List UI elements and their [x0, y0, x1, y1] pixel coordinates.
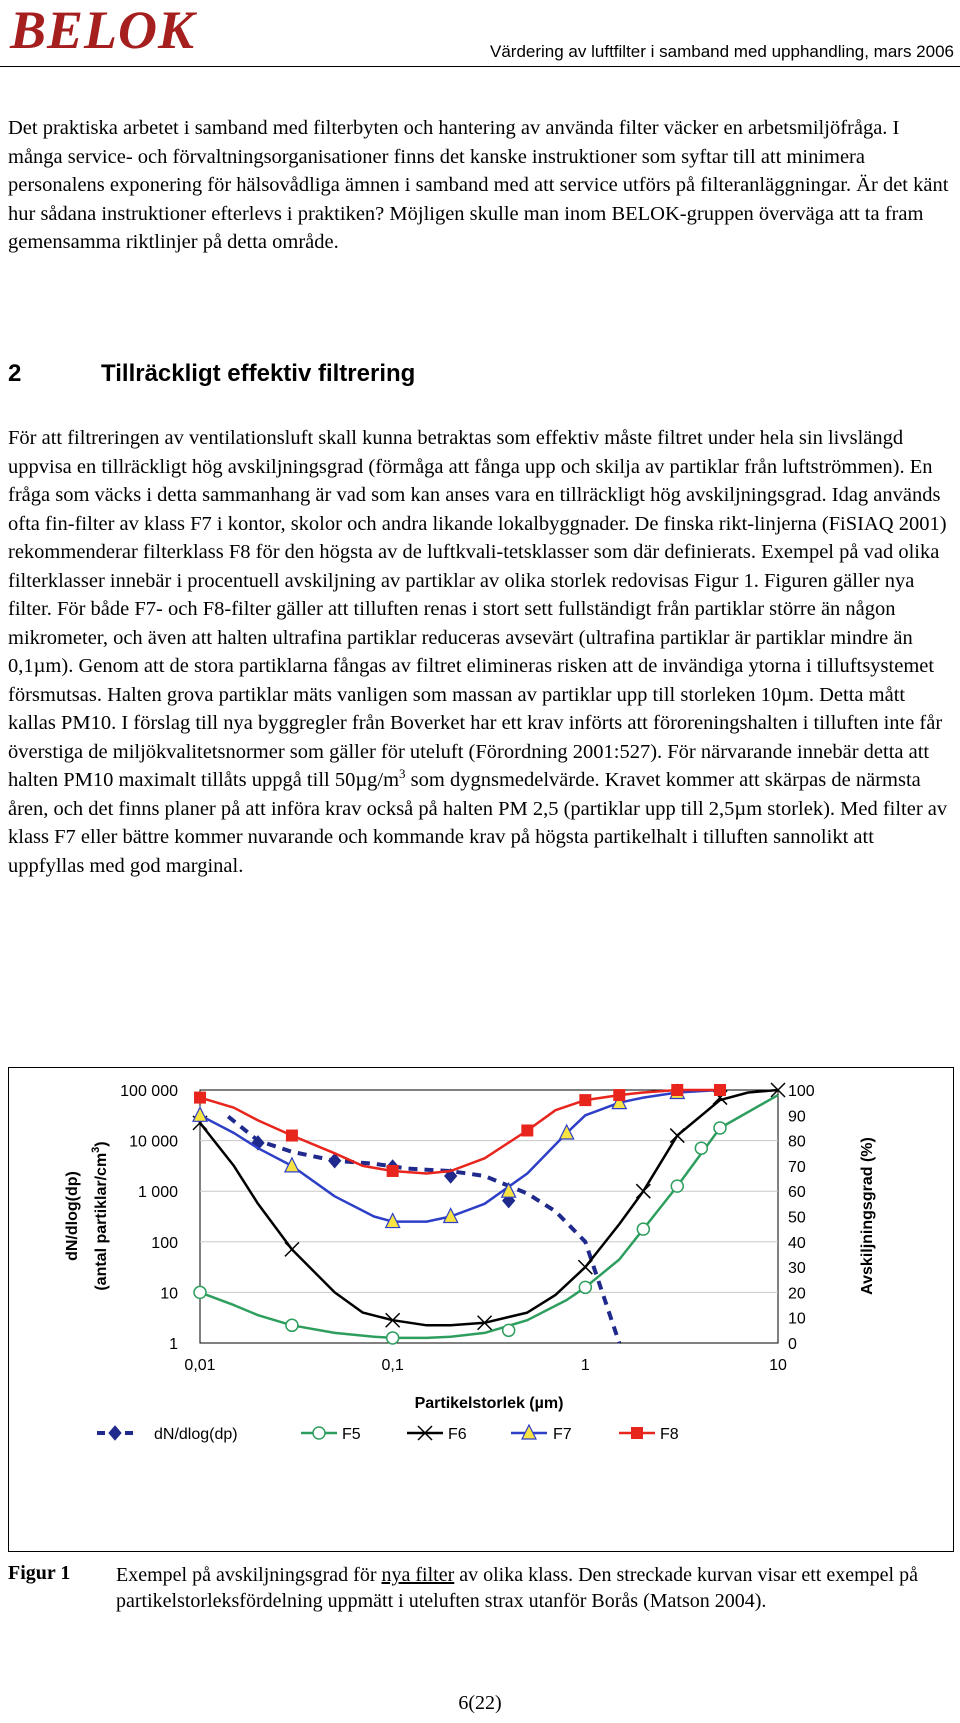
- legend-label: F6: [448, 1426, 467, 1443]
- intro-paragraph: Det praktiska arbetet i samband med filterbyten och hantering av använda filter väcker en arbetsmiljöfråga. I många service- och förvaltningsorganisationer finns det kanske instruktioner som syftar till att minimera personalens exponering för hälsovådliga ämnen i samband med att service utförs på filteranläggningar. Är det känt hur sådana instruktioner efterlevs i praktiken? Möjligen skulle man inom BELOK-gruppen överväga att ta fram gemensamma riktlinjer på detta område.: [8, 117, 949, 253]
- chart-legend: [97, 1425, 679, 1443]
- y-left-tick-label: 1: [169, 1336, 178, 1353]
- legend-marker: [632, 1428, 643, 1439]
- caption-part2: av olika klass. Den streckade kurvan visar ett exempel på partikelstorleksfördelning uppmätt i uteluften strax utanför Borås (Matson 2004).: [116, 1564, 918, 1612]
- data-point-f5-1: [671, 1180, 683, 1192]
- y-right-tick-label: 10: [788, 1310, 806, 1328]
- data-point-f8-4: [672, 1085, 683, 1096]
- caption-underlined: nya filter: [381, 1564, 455, 1586]
- data-point-f8-4: [286, 1130, 297, 1141]
- y-right-label: [859, 1137, 876, 1295]
- legend-item: [301, 1426, 361, 1443]
- data-point-f5-1: [387, 1332, 399, 1344]
- particle-filter-chart: [9, 1068, 955, 1553]
- page-number: 6(22): [458, 1692, 502, 1714]
- y-right-tick-label: 40: [788, 1234, 806, 1252]
- legend-marker: [109, 1426, 121, 1440]
- y-left-tick-label: 100: [151, 1234, 178, 1252]
- plot-area: [200, 1090, 778, 1343]
- legend-item: [511, 1425, 572, 1443]
- x-tick-label: 10: [769, 1357, 787, 1374]
- legend-marker: [313, 1427, 325, 1439]
- y-right-tick-label: 80: [788, 1133, 806, 1151]
- section-heading: [8, 360, 415, 388]
- y-left-label: [64, 1171, 81, 1261]
- y-left-label-2: [90, 1141, 110, 1290]
- x-tick-label: 0,01: [184, 1357, 216, 1374]
- y-left-tick-label: 10 000: [129, 1133, 178, 1151]
- figure-label: Figur 1: [8, 1562, 71, 1584]
- body-text-part2: som dygnsmedelvärde. Kravet kommer att skärpas de närmsta åren, och det finns planer på att införa krav också på halten PM 2,5 (partiklar upp till 2,5µm storlek). Med filter av klass F7 eller bättre kommer nuvarande och kommande krav på högsta partikelhalt i tilluften sannolikt att uppfyllas med god marginal.: [8, 769, 948, 877]
- legend-item: [407, 1426, 467, 1443]
- legend-item: [97, 1426, 238, 1443]
- x-axis-label: Partikelstorlek (µm): [414, 1395, 564, 1412]
- x-tick-label: 1: [580, 1357, 590, 1374]
- data-point-f8-4: [387, 1165, 398, 1176]
- y-right-tick-label: 0: [788, 1336, 797, 1353]
- header-divider: [0, 66, 960, 67]
- body-paragraph: [8, 424, 954, 880]
- y-left-label-close: ): [93, 1141, 110, 1147]
- legend-label: dN/dlog(dp): [154, 1426, 238, 1443]
- y-left-label-line2-group: [90, 1141, 110, 1290]
- legend-item: [619, 1426, 679, 1443]
- y-right-tick-label: 30: [788, 1260, 806, 1278]
- page-header: [0, 0, 960, 70]
- belok-logo: [8, 2, 218, 64]
- data-point-f5-1: [637, 1223, 649, 1235]
- y-left-tick-label: 10: [160, 1285, 178, 1303]
- y-left-tick-label: 1 000: [137, 1184, 178, 1202]
- data-point-f5-1: [579, 1281, 591, 1293]
- y-left-label-line2: (antal partiklar/cm: [93, 1152, 110, 1291]
- data-point-f5-1: [503, 1324, 515, 1336]
- body-text-part1: För att filtreringen av ventilationsluft skall kunna betraktas som effektiv måste filtret under hela sin livslängd uppvisa en tillräckligt hög avskiljningsgrad (förmåga att fånga upp och skilja av partiklar från luftströmmen). En fråga som väcks i detta sammanhang är vad som kan anses vara en tillräckligt hög avskiljningsgrad. Idag används ofta fin-filter av klass F7 i kontor, skolor och andra likande lokalbyggnader. De finska rikt-linjerna (FiSIAQ 2001) rekommenderar filterklass F8 för den högsta av de luftkvali-tetsklasser som där definierats. Exempel på vad olika filterklasser innebär i procentuell avskiljning av partiklar av olika storlek redovisas Figur 1. Figuren gäller nya filter. För både F7- och F8-filter gäller att tilluften renas i stort sett fullständigt från partiklar större än någon mikrometer, och även att halten ultrafina partiklar reduceras avsevärt (ultrafina partiklar är partiklar mindre än 0,1µm). Genom att de stora partiklarna fångas av filtret elimineras risken att de invändiga ytorna i tilluftsystemet försmutsas. Halten grova partiklar mäts vanligen som massan av partiklar upp till storleken 10µm. Detta mått kallas PM10. I förslag till nya byggregler från Boverket har ett krav införts att föroreningshalten i tilluften inte får överstiga de miljökvalitetsnormer som gäller för uteluft (Förordning 2001:527). För närvarande innebär detta att halten PM10 maximalt tillåts uppgå till 50µg/m: [8, 427, 947, 791]
- data-point-f5-1: [194, 1286, 206, 1298]
- legend-label: F8: [660, 1426, 679, 1443]
- data-point-f8-4: [580, 1095, 591, 1106]
- data-point-f5-1: [695, 1142, 707, 1154]
- y-left-tick-label: 100 000: [120, 1083, 178, 1100]
- section-number: 2: [8, 360, 22, 387]
- y-right-tick-label: 60: [788, 1184, 806, 1202]
- y-right-tick-label: 20: [788, 1285, 806, 1303]
- caption-part1: Exempel på avskiljningsgrad för: [116, 1564, 382, 1586]
- section-title: Tillräckligt effektiv filtrering: [101, 360, 416, 387]
- y-right-tick-label: 70: [788, 1158, 806, 1176]
- y-right-tick-label: 90: [788, 1108, 806, 1126]
- figure-caption: [116, 1562, 956, 1614]
- y-right-tick-label: 100: [788, 1083, 815, 1100]
- y-left-label-sup: 3: [90, 1146, 102, 1153]
- y-right-label-text: Avskiljningsgrad (%): [859, 1137, 876, 1295]
- y-right-tick-label: 50: [788, 1209, 806, 1227]
- legend-label: F7: [553, 1426, 572, 1443]
- body-superscript: 3: [399, 766, 406, 782]
- data-point-f8-4: [715, 1085, 726, 1096]
- x-tick-label: 0,1: [381, 1357, 404, 1374]
- data-point-f8-4: [522, 1125, 533, 1136]
- figure-1: [8, 1067, 954, 1552]
- document-title: Värdering av luftfilter i samband med upphandling, mars 2006: [490, 42, 954, 61]
- logo-text: BELOK: [10, 2, 196, 60]
- data-point-f8-4: [614, 1090, 625, 1101]
- y-left-label-line1: dN/dlog(dp): [64, 1171, 81, 1261]
- data-point-f5-1: [714, 1122, 726, 1134]
- legend-label: F5: [342, 1426, 361, 1443]
- data-point-f5-1: [286, 1319, 298, 1331]
- data-point-f8-4: [195, 1092, 206, 1103]
